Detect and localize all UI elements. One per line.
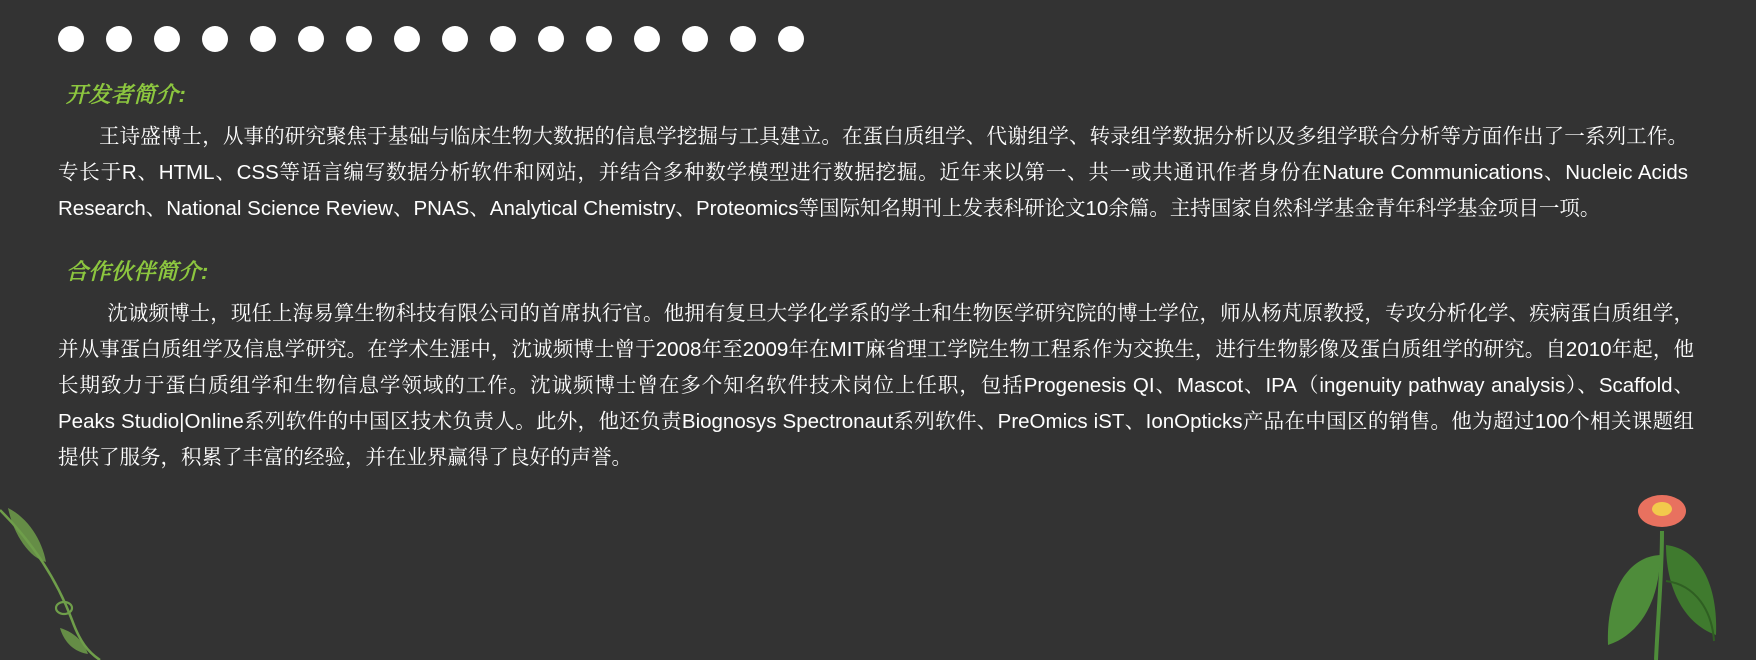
developer-intro-body: 王诗盛博士，从事的研究聚焦于基础与临床生物大数据的信息学挖掘与工具建立。在蛋白质组学、代谢组学、转录组学数据分析以及多组学联合分析等方面作出了一系列工作。专长于R、HTML、CSS等语言编写数据分析软件和网站，并结合多种数学模型进行数据挖掘。近年来以第一、共一或共通讯作者身份在Nature Communications、Nucleic Acids Research、National Science Review、PNAS、Analytical Chemistry、Proteomics等国际知名期刊上发表科研论文10余篇。主持国家自然科学基金青年科学基金项目一项。 [58, 125, 1688, 220]
developer-intro-heading: 开发者简介: [66, 82, 187, 107]
decorative-dot [442, 26, 468, 52]
decorative-dot [634, 26, 660, 52]
decorative-dot [490, 26, 516, 52]
slide-content [58, 78, 1698, 476]
decorative-dot [394, 26, 420, 52]
decorative-dots-row [58, 26, 804, 52]
partner-intro-heading: 合作伙伴简介: [66, 259, 209, 284]
decorative-dot [730, 26, 756, 52]
decorative-dot [106, 26, 132, 52]
decorative-dot [346, 26, 372, 52]
decorative-dot [154, 26, 180, 52]
partner-intro-body: 沈诚频博士，现任上海易算生物科技有限公司的首席执行官。他拥有复旦大学化学系的学士和生物医学研究院的博士学位，师从杨芃原教授，专攻分析化学、疾病蛋白质组学，并从事蛋白质组学及信息学研究。在学术生涯中，沈诚频博士曾于2008年至2009年在MIT麻省理工学院生物工程系作为交换生，进行生物影像及蛋白质组学的研究。自2010年起，他长期致力于蛋白质组学和生物信息学领域的工作。沈诚频博士曾在多个知名软件技术岗位上任职，包括Progenesis QI、Mascot、IPA（ingenuity pathway analysis）、Scaffold、Peaks Studio|Online系列软件的中国区技术负责人。此外，他还负责Biognosys Spectronaut系列软件、PreOmics iST、IonOpticks产品在中国区的销售。他为超过100个相关课题组提供了服务，积累了丰富的经验，并在业界赢得了良好的声誉。 [58, 302, 1694, 469]
decorative-dot [538, 26, 564, 52]
flower-decoration-icon [1596, 485, 1746, 660]
decorative-dot [586, 26, 612, 52]
decorative-dot [298, 26, 324, 52]
decorative-dot [778, 26, 804, 52]
decorative-dot [202, 26, 228, 52]
decorative-dot [58, 26, 84, 52]
decorative-dot [682, 26, 708, 52]
decorative-dot [250, 26, 276, 52]
vine-decoration-icon [0, 500, 130, 660]
